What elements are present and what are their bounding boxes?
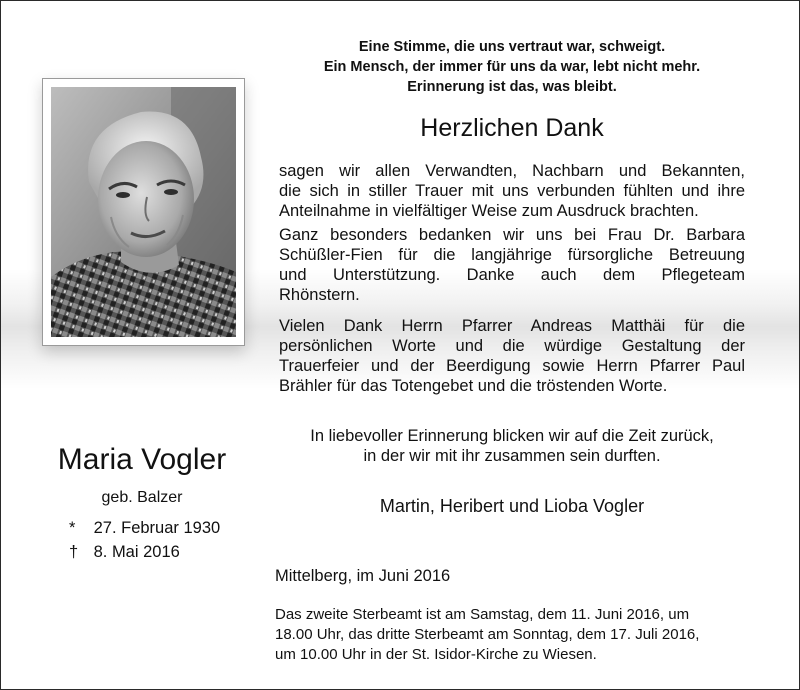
text-line: Trauerfeier und der Beerdigung sowie Herrn Pfarrer Paul xyxy=(279,357,745,375)
maiden-name: geb. Balzer xyxy=(101,489,183,506)
motto-line: Eine Stimme, die uns vertraut war, schweigt. xyxy=(358,39,666,55)
text-line: Brähler für das Totengebet und die tröstenden Worte. xyxy=(279,377,668,395)
text-line: Schüßler-Fien für die langjährige fürsorgliche Betreuung xyxy=(279,246,745,264)
death-date-line xyxy=(69,542,180,562)
closing-remembrance xyxy=(277,426,747,466)
notice-line: um 10.00 Uhr in der St. Isidor-Kirche zu Wiesen. xyxy=(275,646,597,663)
birth-star-icon: * xyxy=(69,519,76,537)
text-line: und Unterstützung. Danke auch dem Pflegeteam xyxy=(279,266,745,284)
death-date: 8. Mai 2016 xyxy=(93,543,180,561)
paragraph-thanks xyxy=(279,161,745,221)
portrait-photo-icon xyxy=(51,87,236,337)
closing-line: in der wir mit ihr zusammen sein durften. xyxy=(363,447,661,465)
paragraph-doctor xyxy=(279,225,745,305)
requiem-notice xyxy=(275,605,761,665)
paragraph-priests xyxy=(279,316,745,396)
closing-line: In liebevoller Erinnerung blicken wir auf die Zeit zurück, xyxy=(310,427,714,445)
birth-date: 27. Februar 1930 xyxy=(93,519,221,537)
text-line: Rhönstern. xyxy=(279,286,360,304)
notice-line: Das zweite Sterbeamt ist am Samstag, dem 11. Juni 2016, um xyxy=(275,606,690,623)
memorial-motto xyxy=(277,37,747,97)
thanks-heading: Herzlichen Dank xyxy=(420,114,604,142)
notice-line: 18.00 Uhr, das dritte Sterbeamt am Sonntag, dem 17. Juli 2016, xyxy=(275,626,700,643)
photo-frame xyxy=(42,78,245,346)
text-line: sagen wir allen Verwandten, Nachbarn und Bekannten, xyxy=(279,162,745,180)
death-cross-icon: † xyxy=(69,543,79,561)
text-line: die sich in stiller Trauer mit uns verbunden fühlten und ihre xyxy=(279,182,745,200)
text-line: persönlichen Worte und die würdige Gestaltung der xyxy=(279,337,745,355)
motto-line: Erinnerung ist das, was bleibt. xyxy=(407,79,617,95)
place-date: Mittelberg, im Juni 2016 xyxy=(275,567,451,585)
family-signature: Martin, Heribert und Lioba Vogler xyxy=(379,496,645,516)
deceased-name: Maria Vogler xyxy=(57,443,227,476)
text-line: Vielen Dank Herrn Pfarrer Andreas Matthäi für die xyxy=(279,317,745,335)
text-line: Ganz besonders bedanken wir uns bei Frau Dr. Barbara xyxy=(279,226,745,244)
text-line: Anteilnahme in vielfältiger Weise zum Ausdruck brachten. xyxy=(279,202,699,220)
motto-line: Ein Mensch, der immer für uns da war, lebt nicht mehr. xyxy=(323,59,701,75)
birth-date-line xyxy=(69,518,220,538)
